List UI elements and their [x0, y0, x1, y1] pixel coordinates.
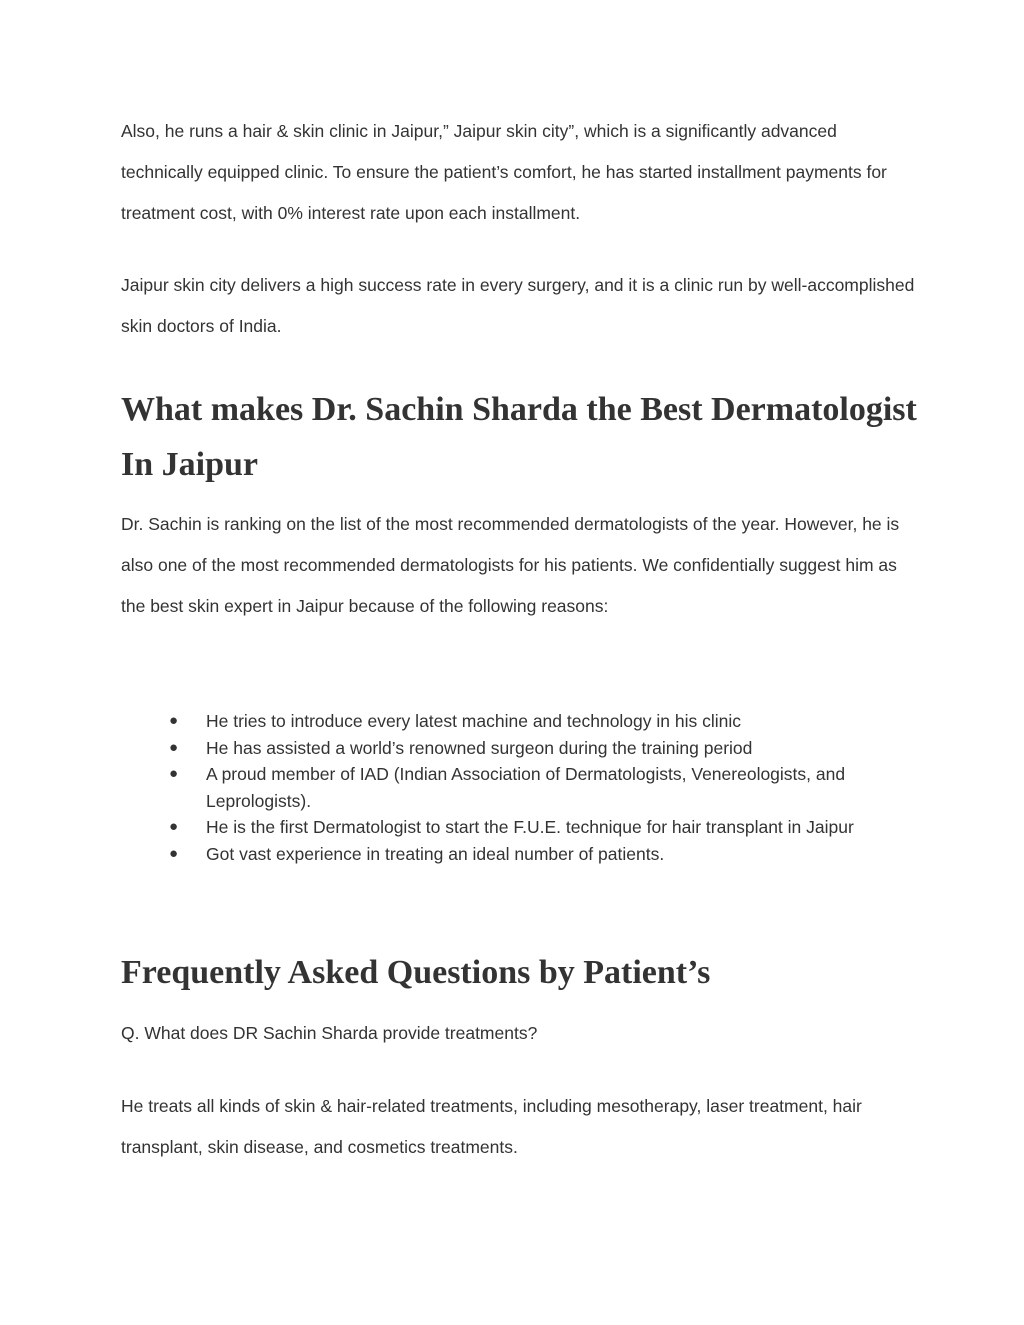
faq-answer: He treats all kinds of skin & hair-related treatments, including mesotherapy, laser treatment, hair transplant, skin disease, and cosmetics treatments.	[121, 1096, 862, 1157]
faq-heading: Frequently Asked Questions by Patient’s	[121, 954, 711, 991]
ranking-paragraph: Dr. Sachin is ranking on the list of the most recommended dermatologists of the year. However, he is also one of the most recommended dermatologists for his patients. We confidentially suggest him as the best skin expert in Jaipur because of the following reasons:	[121, 514, 900, 616]
list-item	[169, 761, 889, 814]
success-paragraph: Jaipur skin city delivers a high success rate in every surgery, and it is a clinic run by well-accomplished skin doctors of India.	[121, 275, 915, 336]
faq-question: Q. What does DR Sachin Sharda provide treatments?	[121, 1023, 538, 1043]
intro-paragraph: Also, he runs a hair & skin clinic in Jaipur,” Jaipur skin city”, which is a significantly advanced technically equipped clinic. To ensure the patient’s comfort, he has started installment payments for treatment cost, with 0% interest rate upon each installment.	[121, 121, 887, 223]
list-item	[169, 708, 889, 735]
bullet-icon: ●	[169, 712, 179, 729]
bullet-icon: ●	[169, 765, 179, 783]
list-item-text: He is the first Dermatologist to start the F.U.E. technique for hair transplant in Jaipur	[206, 817, 854, 838]
list-item-text: Got vast experience in treating an ideal number of patients.	[206, 843, 665, 864]
list-item-text: A proud member of IAD (Indian Association of Dermatologists, Venereologists, and Leprologists).	[206, 764, 846, 811]
list-item-text: He tries to introduce every latest machine and technology in his clinic	[206, 711, 741, 731]
bullet-icon: ●	[169, 818, 179, 836]
list-item-text: He has assisted a world’s renowned surgeon during the training period	[206, 737, 753, 758]
list-item	[169, 841, 889, 868]
best-dermatologist-heading: What makes Dr. Sachin Sharda the Best Dermatologist In Jaipur	[121, 391, 917, 483]
bullet-icon: ●	[169, 738, 179, 756]
list-item	[169, 735, 889, 762]
bullet-icon: ●	[169, 844, 179, 862]
reasons-list	[169, 708, 889, 868]
list-item	[169, 814, 889, 841]
